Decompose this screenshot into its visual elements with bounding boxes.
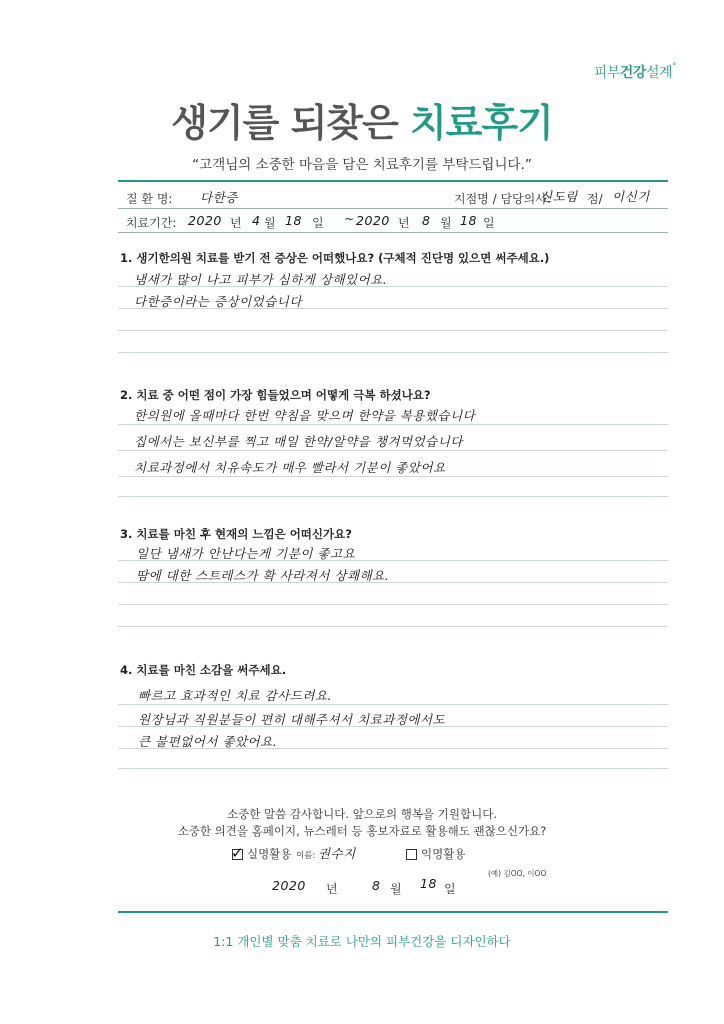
brand-mark: ° [672,62,676,72]
end-month-unit: 월 [440,216,452,230]
answer-2-line-1: 한의원에 올때마다 한번 약침을 맞으며 한약을 복용했습니다 [134,408,476,423]
answer-1-line-2: 다한증이라는 증상이었습니다 [134,294,302,309]
answer-4-line-1: 빠르고 효과적인 치료 감사드려요. [138,688,332,703]
anonymous-label: 익명활용 [421,847,466,861]
answer-line [118,582,668,583]
info-row-divider [118,208,668,209]
sign-year-unit: 년 [326,882,338,896]
answer-line [118,726,668,727]
answer-line [118,560,668,561]
answer-line [118,496,668,497]
answer-line [118,748,668,749]
brand-logo [594,62,676,82]
footer-divider [118,911,668,913]
branch-value: 신도림 [540,189,578,204]
end-month: 8 [422,213,431,228]
sign-day-unit: 일 [444,882,456,896]
answer-line [118,308,668,309]
check-mark-icon: ✓ [231,844,244,862]
header-divider [118,180,668,182]
sign-year: 2020 [272,878,306,893]
page-subtitle: “고객님의 소중한 마음을 담은 치료후기를 부탁드립니다.” [192,157,532,173]
footer-slogan: 1:1 개인별 맞춤 치료로 나만의 피부건강을 디자인하다 [213,934,511,949]
answer-line [118,424,668,425]
answer-4-line-3: 큰 불편없어서 좋았어요. [138,734,278,749]
end-year-unit: 년 [398,216,410,230]
real-name-label: 실명활용 [247,847,292,861]
start-day: 18 [285,213,302,228]
real-name-option[interactable] [232,846,291,862]
info-bottom-divider [118,232,668,233]
start-year-unit: 년 [230,216,242,230]
sign-month-unit: 월 [390,882,402,896]
answer-2-line-2: 집에서는 보신부를 찍고 매일 한약/알약을 챙겨먹었습니다 [134,434,463,449]
start-year: 2020 [188,213,222,228]
title-part1: 생기를 되찾은 [171,101,398,145]
branch-label: 지점명 / 담당의사: [454,192,551,206]
branch-unit: 점/ [587,192,603,206]
closing-thanks: 소중한 말씀 감사합니다. 앞으로의 행복을 기원합니다. [227,807,497,821]
start-month-unit: 월 [264,216,276,230]
closing-consent-question: 소중한 의견을 홈페이지, 뉴스레터 등 홍보자료로 활용해도 괜찮으신가요? [177,824,547,838]
answer-line [118,768,668,769]
sign-day: 18 [420,876,437,891]
answer-line [118,352,668,353]
end-day: 18 [460,213,477,228]
period-tilde: ~ [344,212,355,226]
answer-line [118,604,668,605]
end-day-unit: 일 [483,216,495,230]
answer-line [118,286,668,287]
answer-3-line-1: 일단 냄새가 안난다는게 기분이 좋고요 [136,546,356,561]
page-title [0,92,724,147]
name-example: (예) 김OO, 이OO [488,869,547,878]
question-1: 1. 생기한의원 치료를 받기 전 증상은 어떠했나요? (구체적 진단명 있으면 써주세요.) [120,251,550,265]
title-part2: 치료후기 [409,101,553,145]
answer-line [118,450,668,451]
brand-bold: 건강 [619,65,646,81]
disease-value: 다한증 [200,190,238,205]
answer-4-line-2: 원장님과 직원분들이 편히 대해주셔서 치료과정에서도 [138,712,446,727]
question-2: 2. 치료 중 어떤 점이 가장 힘들었으며 어떻게 극복 하셨나요? [120,388,431,402]
question-3: 3. 치료를 마친 후 현재의 느낌은 어떠신가요? [120,527,352,541]
answer-line [118,476,668,477]
anonymous-option[interactable] [406,846,465,862]
answer-line [118,626,668,627]
start-month: 4 [252,213,261,228]
answer-1-line-1: 냄새가 많이 나고 피부가 심하게 상해있어요. [134,272,388,287]
doctor-value: 이신기 [612,189,650,204]
answer-line [118,704,668,705]
real-name-checkbox[interactable] [231,844,244,862]
name-value: 권수지 [318,846,356,861]
brand-suffix: 설계 [645,65,672,81]
disease-label: 질 환 명: [126,192,173,206]
answer-3-line-2: 땀에 대한 스트레스가 확 사라져서 상쾌해요. [136,568,390,583]
answer-2-line-3: 치료과정에서 치유속도가 매우 빨라서 기분이 좋았어요 [134,460,446,475]
answer-line [118,330,668,331]
question-4: 4. 치료를 마친 소감을 써주세요. [120,663,287,677]
start-day-unit: 일 [312,216,324,230]
sign-month: 8 [372,878,381,893]
end-year: 2020 [356,213,390,228]
period-label: 치료기간: [126,216,177,230]
name-label: 이름: [296,851,316,861]
brand-prefix: 피부 [593,65,620,81]
anonymous-checkbox[interactable] [406,849,417,860]
